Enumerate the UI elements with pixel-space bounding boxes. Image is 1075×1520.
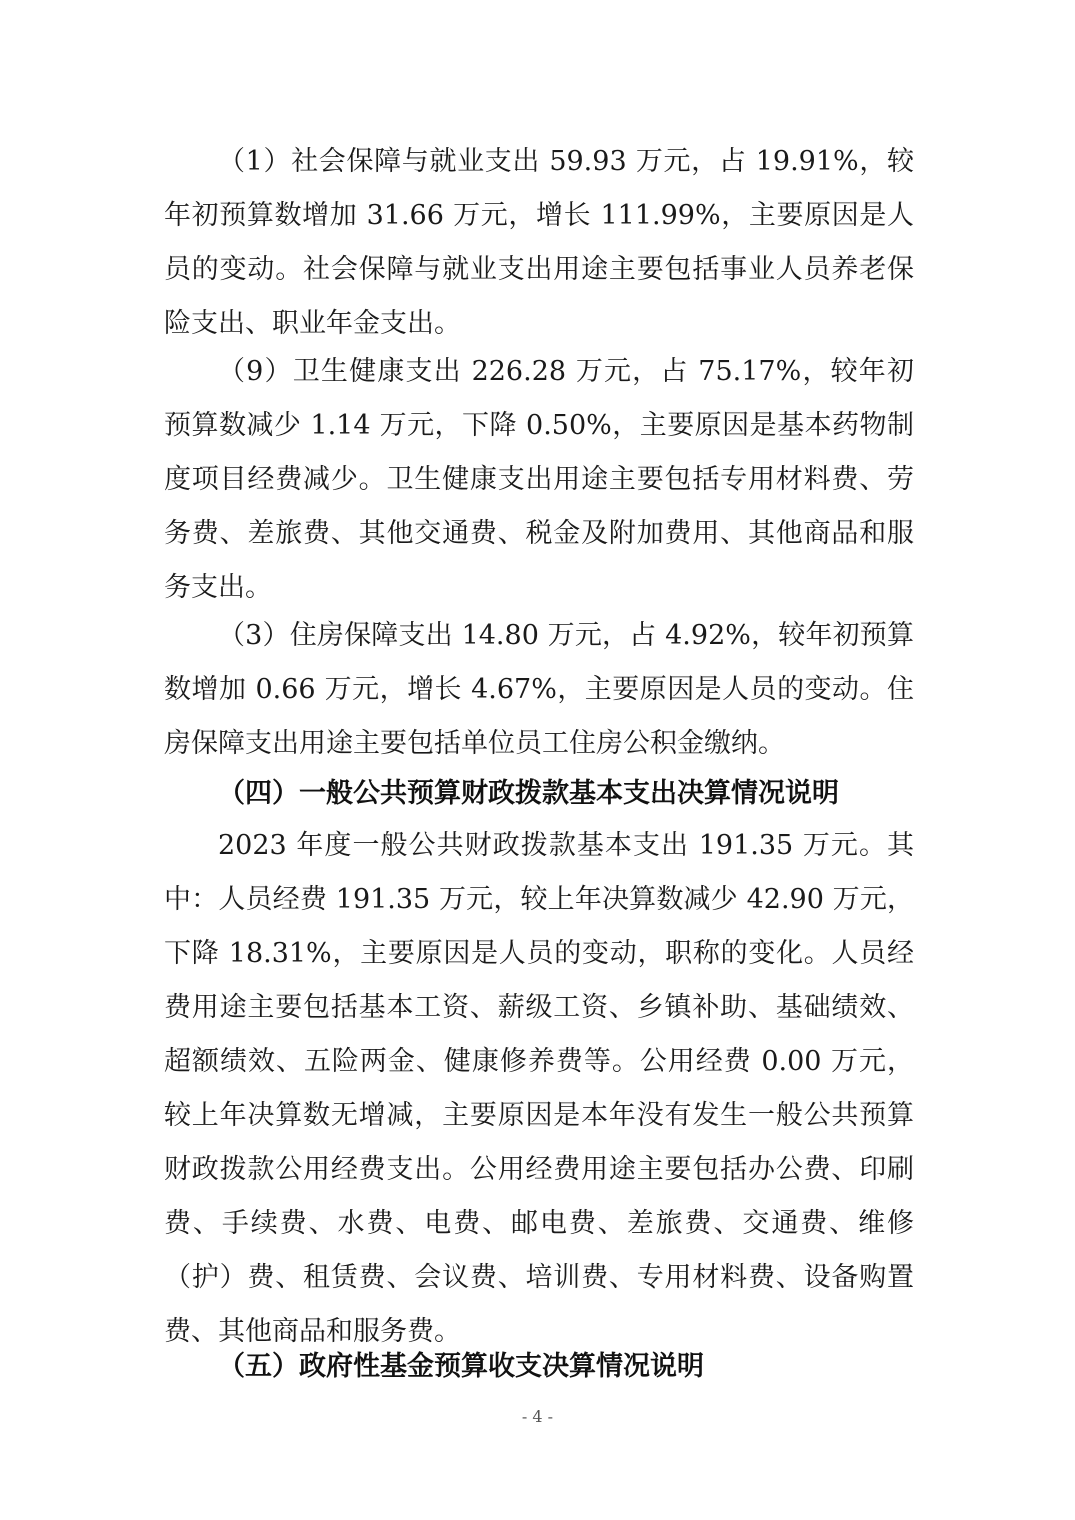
- section-heading-basic-expenditure: （四）一般公共预算财政拨款基本支出决算情况说明: [218, 778, 839, 809]
- page-number: - 4 -: [521, 1407, 554, 1426]
- paragraph-basic-expenditure-details: 2023 年度一般公共财政拨款基本支出 191.35 万元。其中：人员经费 191.35 万元，较上年决算数减少 42.90 万元，下降 18.31%，主要原因是人员的变动，职称的变化。人员经费用途主要包括基本工资、薪级工资、乡镇补助、基础绩效、超额绩效、五险两金、健康修养费等。公用经费 0.00 万元，较上年决算数无增减，主要原因是本年没有发生一般公共预算财政拨款公用经费支出。公用经费用途主要包括办公费、印刷费、手续费、水费、电费、邮电费、差旅费、交通费、维修（护）费、租赁费、会议费、培训费、专用材料费、设备购置费、其他商品和服务费。: [164, 830, 914, 1347]
- paragraph-health-expenditure: （9）卫生健康支出 226.28 万元，占 75.17%，较年初预算数减少 1.14 万元，下降 0.50%，主要原因是基本药物制度项目经费减少。卫生健康支出用途主要包括专用材料费、劳务费、差旅费、其他交通费、税金及附加费用、其他商品和服务支出。: [164, 356, 914, 603]
- section-heading-government-fund: （五）政府性基金预算收支决算情况说明: [218, 1351, 704, 1382]
- paragraph-housing-expenditure: （3）住房保障支出 14.80 万元，占 4.92%，较年初预算数增加 0.66 万元，增长 4.67%，主要原因是人员的变动。住房保障支出用途主要包括单位员工住房公积金缴纳。: [164, 620, 914, 759]
- paragraph-social-security-expenditure: （1）社会保障与就业支出 59.93 万元，占 19.91%，较年初预算数增加 31.66 万元，增长 111.99%，主要原因是人员的变动。社会保障与就业支出用途主要包括事业人员养老保险支出、职业年金支出。: [164, 146, 914, 339]
